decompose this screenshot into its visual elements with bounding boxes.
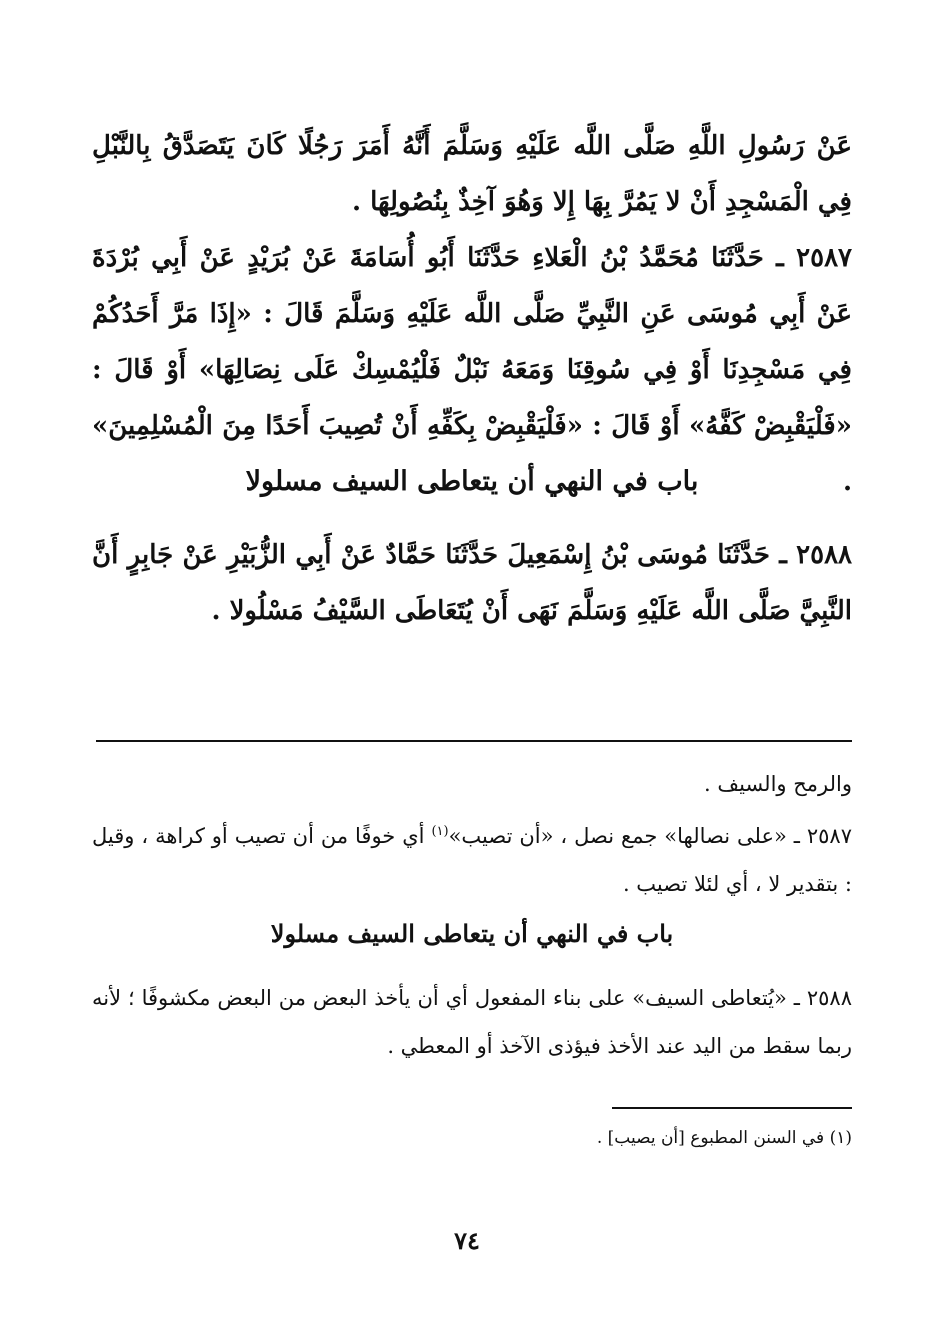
footnote-reference: (١)	[431, 824, 449, 839]
commentary-note-2587	[92, 808, 852, 908]
commentary-chapter-heading: باب في النهي أن يتعاطى السيف مسلولا	[270, 919, 674, 948]
commentary-text	[92, 760, 852, 908]
note-2587-start: ٢٥٨٧ ـ «على نصالها» جمع نصل ، «أن تصيب»	[448, 824, 852, 848]
hadith-2588-block	[92, 527, 852, 639]
footnote-divider	[612, 1107, 852, 1109]
commentary-divider	[96, 740, 852, 742]
note-2587-end: أي خوفًا من أن تصيب أو كراهة ، وقيل : بتقدير لا ، أي لئلا تصيب .	[92, 824, 852, 896]
main-text	[92, 118, 852, 510]
commentary-line-1: والرمح والسيف .	[704, 772, 852, 796]
page-number: ٧٤	[454, 1226, 480, 1255]
hadith-2588: ٢٥٨٨ ـ حَدَّثَنَا مُوسَى بْنُ إِسْمَعِيلَ حَدَّثَنَا حَمَّادٌ عَنْ أَبِي الزُّبَيْرِ عَنْ جَابِرٍ أَنَّ النَّبِيَّ صَلَّى اللَّه عَلَيْهِ وَسَلَّمَ نَهَى أَنْ يُتَعَاطَى السَّيْفُ مَسْلُولا .	[92, 540, 852, 626]
commentary-note-2588-block	[92, 974, 852, 1070]
commentary-note-2588: ٢٥٨٨ ـ «يُتعاطى السيف» على بناء المفعول أي أن يأخذ البعض من البعض مكشوفًا ؛ لأنه ربما سقط من اليد عند الأخذ فيؤذى الآخذ أو المعطي .	[92, 986, 852, 1058]
footnote: (١) في السنن المطبوع [أن يصيب] .	[596, 1128, 852, 1148]
hadith-continuation: عَنْ رَسُولِ اللَّهِ صَلَّى اللَّه عَلَيْهِ وَسَلَّمَ أَنَّهُ أَمَرَ رَجُلًا كَانَ يَتَصَدَّقُ بِالنَّبْلِ فِي الْمَسْجِدِ أَنْ لا يَمُرَّ بِهَا إِلا وَهُوَ آخِذٌ بِنُصُولِهَا .	[92, 131, 852, 217]
chapter-heading: باب في النهي أن يتعاطى السيف مسلولا	[245, 466, 699, 497]
hadith-2587: ٢٥٨٧ ـ حَدَّثَنَا مُحَمَّدُ بْنُ الْعَلاءِ حَدَّثَنَا أَبُو أُسَامَةَ عَنْ بُرَيْدٍ عَنْ أَبِي بُرْدَةَ عَنْ أَبِي مُوسَى عَنِ النَّبِيِّ صَلَّى اللَّه عَلَيْهِ وَسَلَّمَ قَالَ : «إِذَا مَرَّ أَحَدُكُمْ فِي مَسْجِدِنَا أَوْ فِي سُوقِنَا وَمَعَهُ نَبْلٌ فَلْيُمْسِكْ عَلَى نِصَالِهَا» أَوْ قَالَ : «فَلْيَقْبِضْ كَفَّهُ» أَوْ قَالَ : «فَلْيَقْبِضْ بِكَفِّهِ أَنْ تُصِيبَ أَحَدًا مِنَ الْمُسْلِمِينَ» .	[92, 243, 852, 497]
